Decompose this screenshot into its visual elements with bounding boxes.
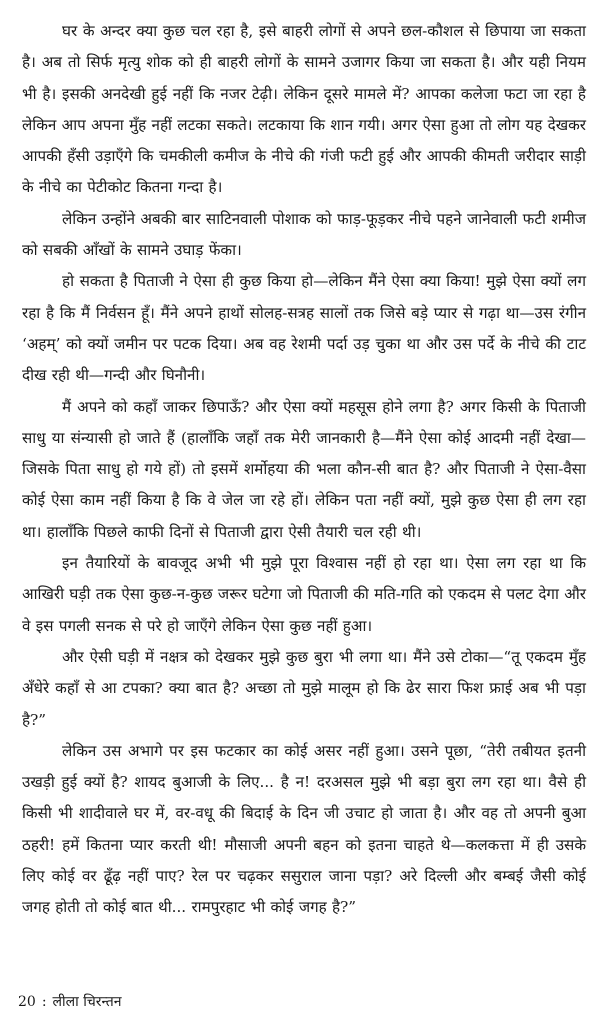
paragraph: लेकिन उस अभागे पर इस फटकार का कोई असर नहीं हुआ। उसने पूछा, “तेरी तबीयत इतनी उखड़ी हुई क्यों है? शायद बुआजी के लिए... है न! दरअसल मुझे भी बड़ा बुरा लग रहा था। वैसे ही किसी भी शादीवाले घर में, वर-वधू की बिदाई के दिन जी उचाट हो जाता है। और वह तो अपनी बुआ ठहरी! हमें कितना प्यार करती थी! मौसाजी अपनी बहन को इतना चाहते थे—कलकत्ता में ही उसके लिए कोई वर ढूँढ़ नहीं पाए? रेल पर चढ़कर ससुराल जाना पड़ा? अरे दिल्ली और बम्बई जैसी कोई जगह होती तो कोई बात थी... रामपुरहाट भी कोई जगह है?” — [22, 741, 586, 917]
footer-separator: : — [41, 994, 47, 1010]
paragraph: मैं अपने को कहाँ जाकर छिपाऊँ? और ऐसा क्यों महसूस होने लगा है? अगर किसी के पिताजी साधु या संन्यासी हो जाते हैं (हालाँकि जहाँ तक मेरी जानकारी है—मैंने ऐसा कोई आदमी नहीं देखा—जिसके पिता साधु हो गये हों) तो इसमें शर्मोहया की भला कौन-सी बात है? और पिताजी ने ऐसा-वैसा कोई ऐसा काम नहीं किया है कि वे जेल जा रहे हों। लेकिन पता नहीं क्यों, मुझे कुछ ऐसा ही लग रहा था। हालाँकि पिछले काफी दिनों से पिताजी द्वारा ऐसी तैयारी चल रही थी। — [22, 397, 586, 541]
paragraph: और ऐसी घड़ी में नक्षत्र को देखकर मुझे कुछ बुरा भी लगा था। मैंने उसे टोका—“तू एकदम मुँह अँधेरे कहाँ से आ टपका? क्या बात है? अच्छा तो मुझे मालूम हो कि ढेर सारा फिश फ्राई अब भी पड़ा है?” — [22, 647, 586, 729]
paragraph: हो सकता है पिताजी ने ऐसा ही कुछ किया हो—लेकिन मैंने ऐसा क्या किया! मुझे ऐसा क्यों लग रहा है कि मैं निर्वसन हूँ। मैंने अपने हाथों सोलह-सत्रह सालों तक जिसे बड़े प्यार से गढ़ा था—उस रंगीन ‘अहम्’ को क्यों जमीन पर पटक दिया। अब वह रेशमी पर्दा उड़ चुका था और उस पर्दे के नीचे की टाट दीख रही थी—गन्दी और घिनौनी। — [22, 272, 586, 385]
running-title: लीला चिरन्तन — [52, 994, 122, 1010]
paragraph: घर के अन्दर क्या कुछ चल रहा है, इसे बाहरी लोगों से अपने छल-कौशल से छिपाया जा सकता है। अब तो सिर्फ मृत्यु शोक को ही बाहरी लोगों के सामने उजागर किया जा सकता है। और यही नियम भी है। इसकी अनदेखी हुई नहीं कि नजर टेढ़ी। लेकिन दूसरे मामले में? आपका कलेजा फटा जा रहा है लेकिन आप अपना मुँह नहीं लटका सकते। लटकाया कि शान गयी। अगर ऐसा हुआ तो लोग यह देखकर आपकी हँसी उड़ाएँगे कि चमकीली कमीज के नीचे की गंजी फटी हुई और आपकी कीमती जरीदार साड़ी के नीचे का पेटीकोट कितना गन्दा है। — [22, 22, 586, 197]
body-text — [22, 16, 586, 924]
page-footer — [18, 992, 128, 1012]
paragraph: लेकिन उन्होंने अबकी बार साटिनवाली पोशाक को फाड़-फूड़कर नीचे पहने जानेवाली फटी शमीज को सबकी आँखों के सामने उघाड़ फेंका। — [22, 209, 586, 260]
page-number: 20 — [18, 994, 36, 1010]
paragraph: इन तैयारियों के बावजूद अभी भी मुझे पूरा विश्वास नहीं हो रहा था। ऐसा लग रहा था कि आखिरी घड़ी तक ऐसा कुछ-न-कुछ जरूर घटेगा जो पिताजी की मति-गति को एकदम से पलट देगा और वे इस पगली सनक से परे हो जाएँगे लेकिन ऐसा कुछ नहीं हुआ। — [22, 554, 586, 635]
